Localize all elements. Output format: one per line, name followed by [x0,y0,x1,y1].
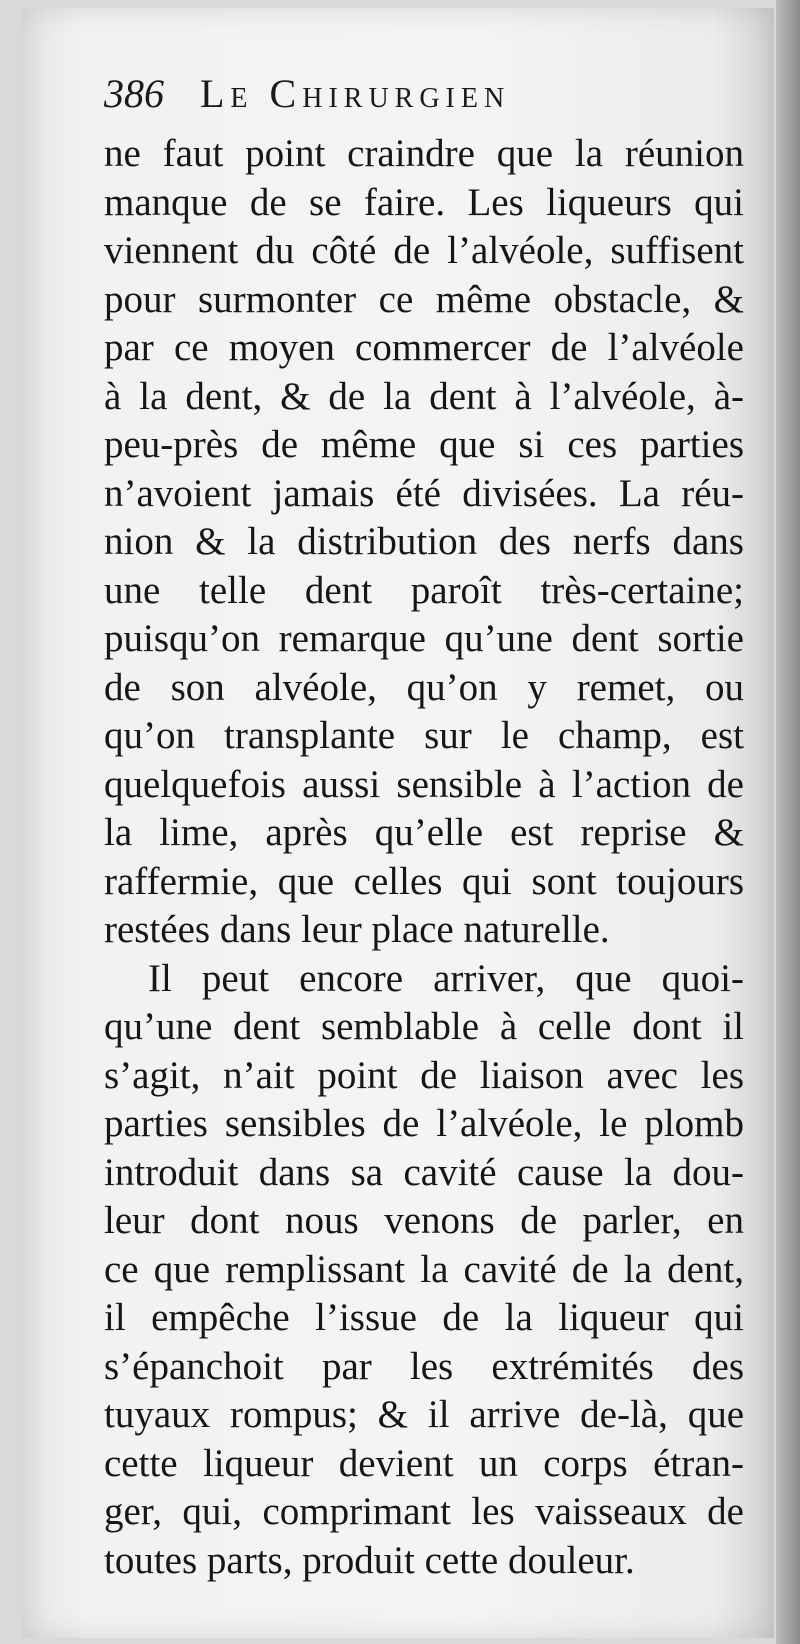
text-line: parties sensibles de l’alvéole, le plomb [104,1102,744,1145]
page-header [104,70,744,117]
text-line: pour surmonter ce même obstacle, & [104,277,744,321]
text-line: qu’on transplante sur le champ, est [104,714,744,757]
page-number: 386 [104,71,164,116]
text-line: manque de se faire. Les liqueurs qui [104,180,744,224]
text-line: par ce moyen commercer de l’alvéole [104,326,744,369]
text-line: ger, qui, comprimant les vaisseaux de [104,1490,744,1533]
text-line: de son alvéole, qu’on y remet, ou [104,665,744,709]
text-line: s’épanchoit par les extrémités des [104,1344,744,1388]
text-line: puisqu’on remarque qu’une dent sortie [104,617,744,660]
running-title: Le Chirurgien [200,71,511,116]
body-text [104,130,744,1585]
text-line: à la dent, & de la dent à l’alvéole, à- [104,374,744,418]
text-line: introduit dans sa cavité cause la dou- [104,1150,744,1194]
text-line: leur dont nous venons de parler, en [104,1199,744,1242]
text-line: viennent du côté de l’alvéole, suffisent [104,229,744,272]
text-line: toutes parts, produit cette douleur. [104,1538,635,1582]
text-line: qu’une dent semblable à celle dont il [104,1005,744,1048]
text-line: restées dans leur place naturelle. [104,908,610,951]
text-line: raffermie, que celles qui sont toujours [104,859,744,903]
text-line: quelquefois aussi sensible à l’action de [104,762,744,806]
text-line: n’avoient jamais été divisées. La réu- [104,471,744,515]
text-line: cette liqueur devient un corps étran- [104,1441,744,1485]
text-line: ce que remplissant la cavité de la dent, [104,1247,744,1291]
text-line: il empêche l’issue de la liqueur qui [104,1296,744,1339]
text-line: une telle dent paroît très-certaine; [104,568,744,612]
text-line: ne faut point craindre que la réunion [104,132,744,175]
text-line: la lime, après qu’elle est reprise & [104,811,744,854]
paragraph-first-line: Il peut encore arriver, que quoi- [148,956,744,1000]
text-line: s’agit, n’ait point de liaison avec les [104,1053,744,1097]
page-gutter [776,0,800,1644]
text-line: peu-près de même que si ces parties [104,423,744,466]
text-line: nion & la distribution des nerfs dans [104,520,744,563]
text-line: tuyaux rompus; & il arrive de-là, que [104,1393,744,1436]
